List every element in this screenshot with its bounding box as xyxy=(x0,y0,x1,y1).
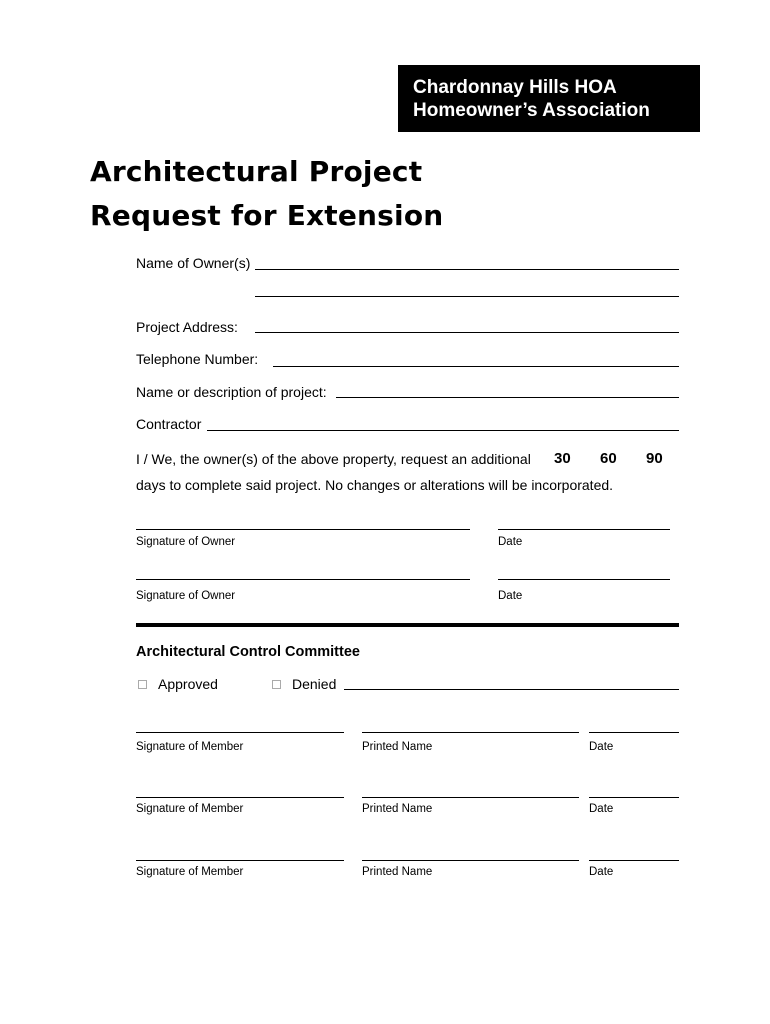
org-subtitle: Homeowner’s Association xyxy=(413,100,650,121)
project-address-label: Project Address: xyxy=(136,319,238,335)
org-name: Chardonnay Hills HOA xyxy=(413,77,617,98)
member-printed-name-field-2[interactable] xyxy=(362,797,579,798)
owner-date-field-2[interactable] xyxy=(498,579,670,580)
member-date-field-3[interactable] xyxy=(589,860,679,861)
member-date-label-1: Date xyxy=(589,741,614,753)
option-60-days[interactable]: 60 xyxy=(600,450,617,467)
member-signature-field-2[interactable] xyxy=(136,797,344,798)
owner-signature-label-1: Signature of Owner xyxy=(136,536,236,548)
approved-checkbox[interactable] xyxy=(138,680,147,689)
owner-date-label-1: Date xyxy=(498,536,523,548)
member-printed-name-field-3[interactable] xyxy=(362,860,579,861)
member-date-field-1[interactable] xyxy=(589,732,679,733)
member-printed-name-label-2: Printed Name xyxy=(362,803,433,815)
project-description-field[interactable] xyxy=(336,397,679,398)
denied-reason-field[interactable] xyxy=(344,689,679,690)
member-printed-name-label-1: Printed Name xyxy=(362,741,433,753)
member-signature-label-3: Signature of Member xyxy=(136,866,244,878)
committee-heading: Architectural Control Committee xyxy=(136,644,360,660)
member-date-field-2[interactable] xyxy=(589,797,679,798)
project-description-label: Name or description of project: xyxy=(136,384,327,400)
hoa-header-box xyxy=(398,65,700,132)
form-title-line1: Architectural Project xyxy=(90,155,423,188)
request-text-line2: days to complete said project. No changes or alterations will be incorporated. xyxy=(136,477,614,493)
owner-name-field[interactable] xyxy=(255,269,679,270)
member-signature-field-3[interactable] xyxy=(136,860,344,861)
owner-date-field-1[interactable] xyxy=(498,529,670,530)
form-title-line2: Request for Extension xyxy=(90,199,444,232)
project-address-field[interactable] xyxy=(255,332,679,333)
member-printed-name-label-3: Printed Name xyxy=(362,866,433,878)
owner-name-field-2[interactable] xyxy=(255,296,679,297)
member-signature-label-1: Signature of Member xyxy=(136,741,244,753)
telephone-field[interactable] xyxy=(273,366,679,367)
member-date-label-2: Date xyxy=(589,803,614,815)
telephone-label: Telephone Number: xyxy=(136,351,259,367)
option-30-days[interactable]: 30 xyxy=(554,450,571,467)
contractor-field[interactable] xyxy=(207,430,679,431)
denied-checkbox[interactable] xyxy=(272,680,281,689)
member-date-label-3: Date xyxy=(589,866,614,878)
owner-date-label-2: Date xyxy=(498,590,523,602)
request-text-line1: I / We, the owner(s) of the above property, request an additional xyxy=(136,451,531,467)
member-signature-field-1[interactable] xyxy=(136,732,344,733)
option-90-days[interactable]: 90 xyxy=(646,450,663,467)
member-signature-label-2: Signature of Member xyxy=(136,803,244,815)
member-printed-name-field-1[interactable] xyxy=(362,732,579,733)
contractor-label: Contractor xyxy=(136,416,202,432)
owner-signature-field-1[interactable] xyxy=(136,529,470,530)
denied-label: Denied xyxy=(292,676,337,692)
owner-name-label: Name of Owner(s) xyxy=(136,255,251,271)
owner-signature-label-2: Signature of Owner xyxy=(136,590,236,602)
approved-label: Approved xyxy=(158,676,218,692)
section-divider xyxy=(136,623,679,627)
owner-signature-field-2[interactable] xyxy=(136,579,470,580)
